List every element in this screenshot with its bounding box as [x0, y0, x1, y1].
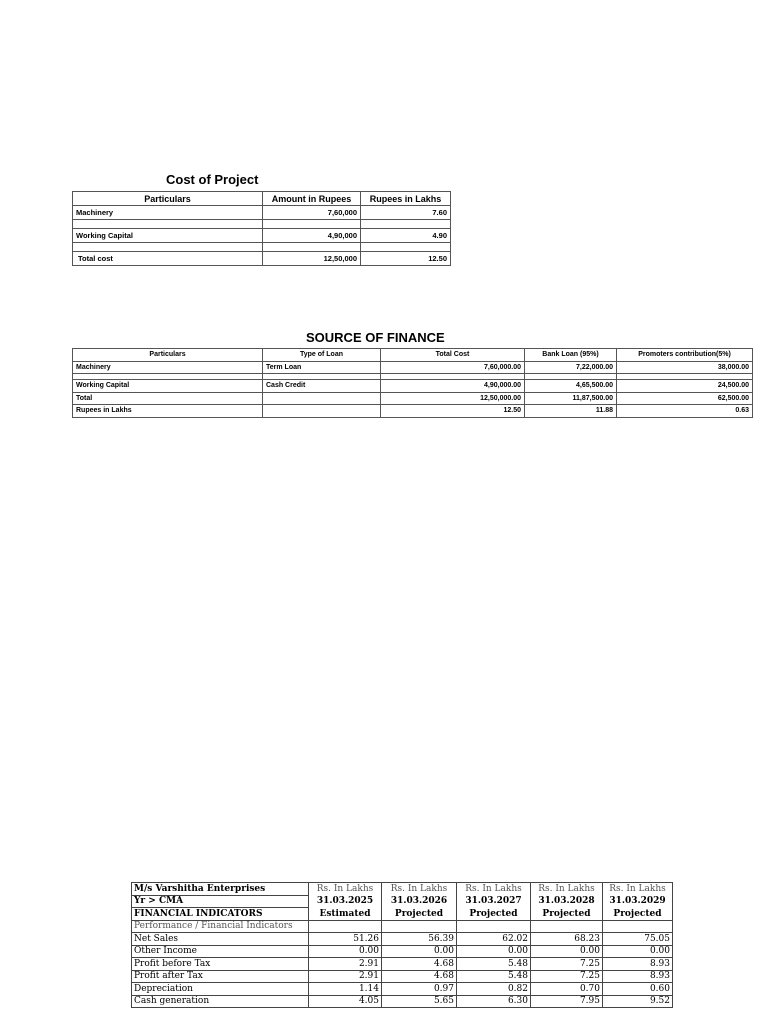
promoter-cell: 0.63	[617, 405, 753, 418]
total-cost-cell: 12,50,000.00	[381, 392, 525, 405]
table-row	[132, 933, 673, 946]
company-name: M/s Varshitha Enterprises	[132, 883, 309, 896]
lakhs-cell: 7.60	[361, 206, 451, 220]
year-date: 31.03.2028	[531, 895, 603, 908]
value-cell: 2.91	[309, 958, 382, 971]
value-cell: 8.93	[603, 970, 673, 983]
total-cost-cell: 4,90,000.00	[381, 380, 525, 393]
amount-cell: 7,60,000	[263, 206, 361, 220]
particular-cell: Working Capital	[73, 380, 263, 393]
promoter-cell: 38,000.00	[617, 361, 753, 374]
table-row	[132, 958, 673, 971]
lakhs-cell: 12.50	[361, 252, 451, 266]
year-date: 31.03.2027	[457, 895, 531, 908]
particular-cell: Rupees in Lakhs	[73, 405, 263, 418]
value-cell: 1.14	[309, 983, 382, 996]
particular-cell: Machinery	[73, 361, 263, 374]
loan-type-cell: Term Loan	[263, 361, 381, 374]
year-date: 31.03.2029	[603, 895, 673, 908]
subsection-title: Performance / Financial Indicators	[132, 920, 309, 933]
value-cell: 68.23	[531, 933, 603, 946]
value-cell: 0.82	[457, 983, 531, 996]
value-cell: 0.00	[603, 945, 673, 958]
table-row	[73, 229, 451, 243]
subtitle: Yr > CMA	[132, 895, 309, 908]
header-promoters-contribution: Promoters contribution(5%)	[617, 349, 753, 362]
status-label: Projected	[457, 908, 531, 921]
status-label: Projected	[531, 908, 603, 921]
section-title: FINANCIAL INDICATORS	[132, 908, 309, 921]
loan-type-cell	[263, 392, 381, 405]
value-cell: 0.70	[531, 983, 603, 996]
indicator-label: Depreciation	[132, 983, 309, 996]
value-cell: 0.97	[382, 983, 457, 996]
promoter-cell: 24,500.00	[617, 380, 753, 393]
table-row	[73, 206, 451, 220]
value-cell: 0.00	[382, 945, 457, 958]
particular-cell: Total	[73, 392, 263, 405]
header-bank-loan: Bank Loan (95%)	[525, 349, 617, 362]
source-of-finance-table	[72, 348, 753, 418]
bank-loan-cell: 4,65,500.00	[525, 380, 617, 393]
value-cell: 0.00	[309, 945, 382, 958]
table-row	[132, 995, 673, 1008]
value-cell: 4.68	[382, 970, 457, 983]
unit-label: Rs. In Lakhs	[531, 883, 603, 896]
indicator-label: Other Income	[132, 945, 309, 958]
value-cell: 4.68	[382, 958, 457, 971]
header-total-cost: Total Cost	[381, 349, 525, 362]
value-cell: 7.95	[531, 995, 603, 1008]
table-row	[73, 380, 753, 393]
table-row	[132, 970, 673, 983]
year-date: 31.03.2025	[309, 895, 382, 908]
value-cell: 7.25	[531, 958, 603, 971]
indicator-label: Net Sales	[132, 933, 309, 946]
status-label: Projected	[603, 908, 673, 921]
value-cell: 9.52	[603, 995, 673, 1008]
unit-label: Rs. In Lakhs	[382, 883, 457, 896]
promoter-cell: 62,500.00	[617, 392, 753, 405]
bank-loan-cell: 11.88	[525, 405, 617, 418]
table-row	[73, 361, 753, 374]
unit-label: Rs. In Lakhs	[309, 883, 382, 896]
status-label: Estimated	[309, 908, 382, 921]
value-cell: 8.93	[603, 958, 673, 971]
table-row	[132, 983, 673, 996]
bank-loan-cell: 7,22,000.00	[525, 361, 617, 374]
value-cell: 0.00	[531, 945, 603, 958]
header-particulars: Particulars	[73, 192, 263, 206]
value-cell: 6.30	[457, 995, 531, 1008]
value-cell: 2.91	[309, 970, 382, 983]
source-of-finance-title: SOURCE OF FINANCE	[306, 330, 445, 345]
header-type-of-loan: Type of Loan	[263, 349, 381, 362]
value-cell: 51.26	[309, 933, 382, 946]
table-row	[73, 392, 753, 405]
loan-type-cell	[263, 405, 381, 418]
value-cell: 7.25	[531, 970, 603, 983]
table-row	[73, 252, 451, 266]
unit-label: Rs. In Lakhs	[457, 883, 531, 896]
table-row	[132, 945, 673, 958]
value-cell: 56.39	[382, 933, 457, 946]
value-cell: 5.48	[457, 958, 531, 971]
total-cost-cell: 7,60,000.00	[381, 361, 525, 374]
indicator-label: Cash generation	[132, 995, 309, 1008]
value-cell: 62.02	[457, 933, 531, 946]
cost-of-project-table	[72, 191, 451, 266]
particular-cell: Working Capital	[73, 229, 263, 243]
value-cell: 75.05	[603, 933, 673, 946]
particular-cell: Machinery	[73, 206, 263, 220]
cost-of-project-title: Cost of Project	[166, 172, 259, 187]
status-label: Projected	[382, 908, 457, 921]
value-cell: 5.65	[382, 995, 457, 1008]
lakhs-cell: 4.90	[361, 229, 451, 243]
amount-cell: 4,90,000	[263, 229, 361, 243]
value-cell: 0.60	[603, 983, 673, 996]
loan-type-cell: Cash Credit	[263, 380, 381, 393]
particular-cell: Total cost	[73, 252, 263, 266]
indicator-label: Profit before Tax	[132, 958, 309, 971]
value-cell: 0.00	[457, 945, 531, 958]
year-date: 31.03.2026	[382, 895, 457, 908]
header-particulars: Particulars	[73, 349, 263, 362]
indicator-label: Profit after Tax	[132, 970, 309, 983]
value-cell: 5.48	[457, 970, 531, 983]
header-amount-in-rupees: Amount in Rupees	[263, 192, 361, 206]
total-cost-cell: 12.50	[381, 405, 525, 418]
header-rupees-in-lakhs: Rupees in Lakhs	[361, 192, 451, 206]
unit-label: Rs. In Lakhs	[603, 883, 673, 896]
value-cell: 4.05	[309, 995, 382, 1008]
bank-loan-cell: 11,87,500.00	[525, 392, 617, 405]
amount-cell: 12,50,000	[263, 252, 361, 266]
financial-indicators-table	[131, 882, 673, 1008]
table-row	[73, 405, 753, 418]
